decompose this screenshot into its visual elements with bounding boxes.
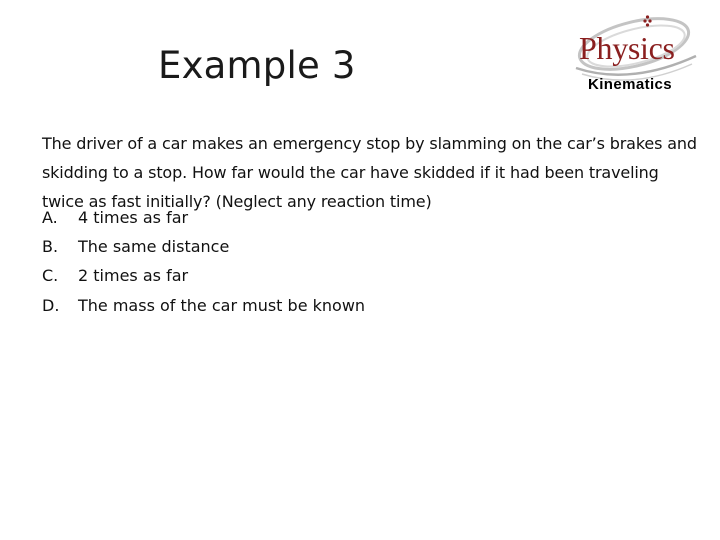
option-text: The same distance (78, 237, 230, 257)
option-text: The mass of the car must be known (78, 295, 366, 315)
option-letter: B. (42, 237, 59, 257)
option-letter: C. (42, 266, 59, 286)
option-c (42, 261, 702, 290)
option-text: 4 times as far (78, 208, 189, 227)
option-d (42, 291, 702, 320)
question-text: The driver of a car makes an emergency stop by slamming on the car’s brakes and skidding to a stop. How far would the car have skidded if it had been traveling twice as fast initially? (Neglect any reaction time) (42, 134, 697, 211)
logo-wordmark: Physics (579, 30, 675, 66)
option-text: 2 times as far (78, 266, 189, 286)
physics-logo (570, 12, 702, 98)
option-b (42, 232, 702, 261)
atom-dot-icon (643, 19, 646, 22)
option-a (42, 203, 702, 232)
option-letter: D. (42, 295, 60, 315)
answer-options (42, 203, 702, 320)
option-letter: A. (42, 208, 58, 227)
slide-title: Example 3 (158, 44, 356, 87)
logo-subtitle: Kinematics (588, 76, 673, 93)
